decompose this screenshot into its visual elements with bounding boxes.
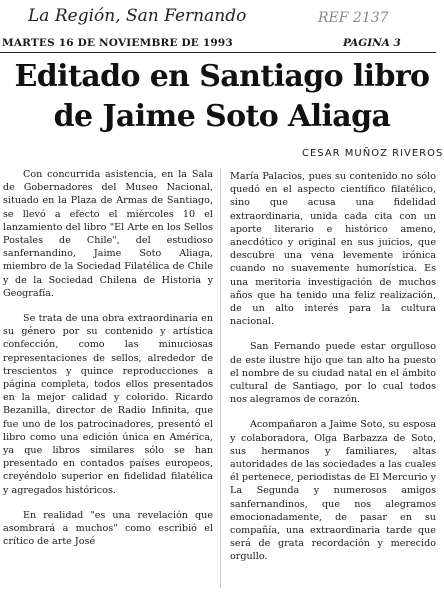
paragraph: En realidad "es una revelación que asombrará a muchos" como escribió el crítico de arte José [3,509,213,548]
header-rule [0,52,436,53]
handwritten-source-note: La Región, San Fernando [28,6,247,26]
paragraph: Con concurrida asistencia, en la Sala de Gobernadores del Museo Nacional, situado en la Plaza de Armas de Santiago, se llevó a efecto el miércoles 10 el lanzamiento del libro "El Arte en los Sellos Postales de Chile", del estudioso sanfernandino, Jaime Soto Aliaga, miembro de la Sociedad Filatélica de Chile y de la Sociedad Chilena de Historia y Geografía. [3,169,213,299]
paragraph: San Fernando puede estar orgulloso de este ilustre hijo que tan alto ha puesto el nombre de su ciudad natal en el ámbito cultural de Santiago, por lo cual todos nos alegramos de corazón. [230,341,436,406]
article-column-right [230,170,436,576]
paragraph: María Palacios, pues su contenido no sólo quedó en el aspecto científico filatélico, sino que acusa una fidelidad extraordinaria, unida cada cita con un aporte literario e histórico ameno, anecdótico y original en sus juicios, que descubre una vena levemente irónica cuando no suavemente humorística. Es una meritoria investigación de muchos años que ha tenido una feliz realización, de un alto interés para la cultura nacional. [230,171,436,328]
handwritten-reference-number: REF 2137 [318,10,389,26]
column-divider [220,168,221,588]
paragraph: Se trata de una obra extraordinaria en su género por su contenido y artística confección, como las minuciosas representaciones de sellos, alrededor de trescientos y quince reproducciones a página completa, todos ellos presentados en la mejor calidad y colorido. Ricardo Bezanilla, director de Radio Infinita, que fue uno de los patrocinadores, presentó el libro como una edición única en América, ya que libros similares sólo se han presentado en contados países europeos, creyéndolo superior en fidelidad filatélica y agregados históricos. [3,313,213,496]
paragraph: Acompañaron a Jaime Soto, su esposa y colaboradora, Olga Barbazza de Soto, sus hermanos y familiares, altas autoridades de las sociedades a las cuales él pertenece, periodistas de El Mercurio y La Segunda y numerosos amigos sanfernandinos, que nos alegramos emocionadamente, de pasar en su compañía, una extraordinaria tarde que será de grata recordación y merecido orgullo. [230,419,436,563]
headline-line-2: de Jaime Soto Aliaga [53,99,391,134]
byline: CESAR MUÑOZ RIVEROS [302,148,444,159]
page-number: PAGINA 3 [343,37,401,49]
headline-line-1: Editado en Santiago libro [14,59,430,94]
article-column-left [3,168,213,560]
issue-date: MARTES 16 DE NOVIEMBRE DE 1993 [2,37,233,49]
dateline [0,37,444,51]
